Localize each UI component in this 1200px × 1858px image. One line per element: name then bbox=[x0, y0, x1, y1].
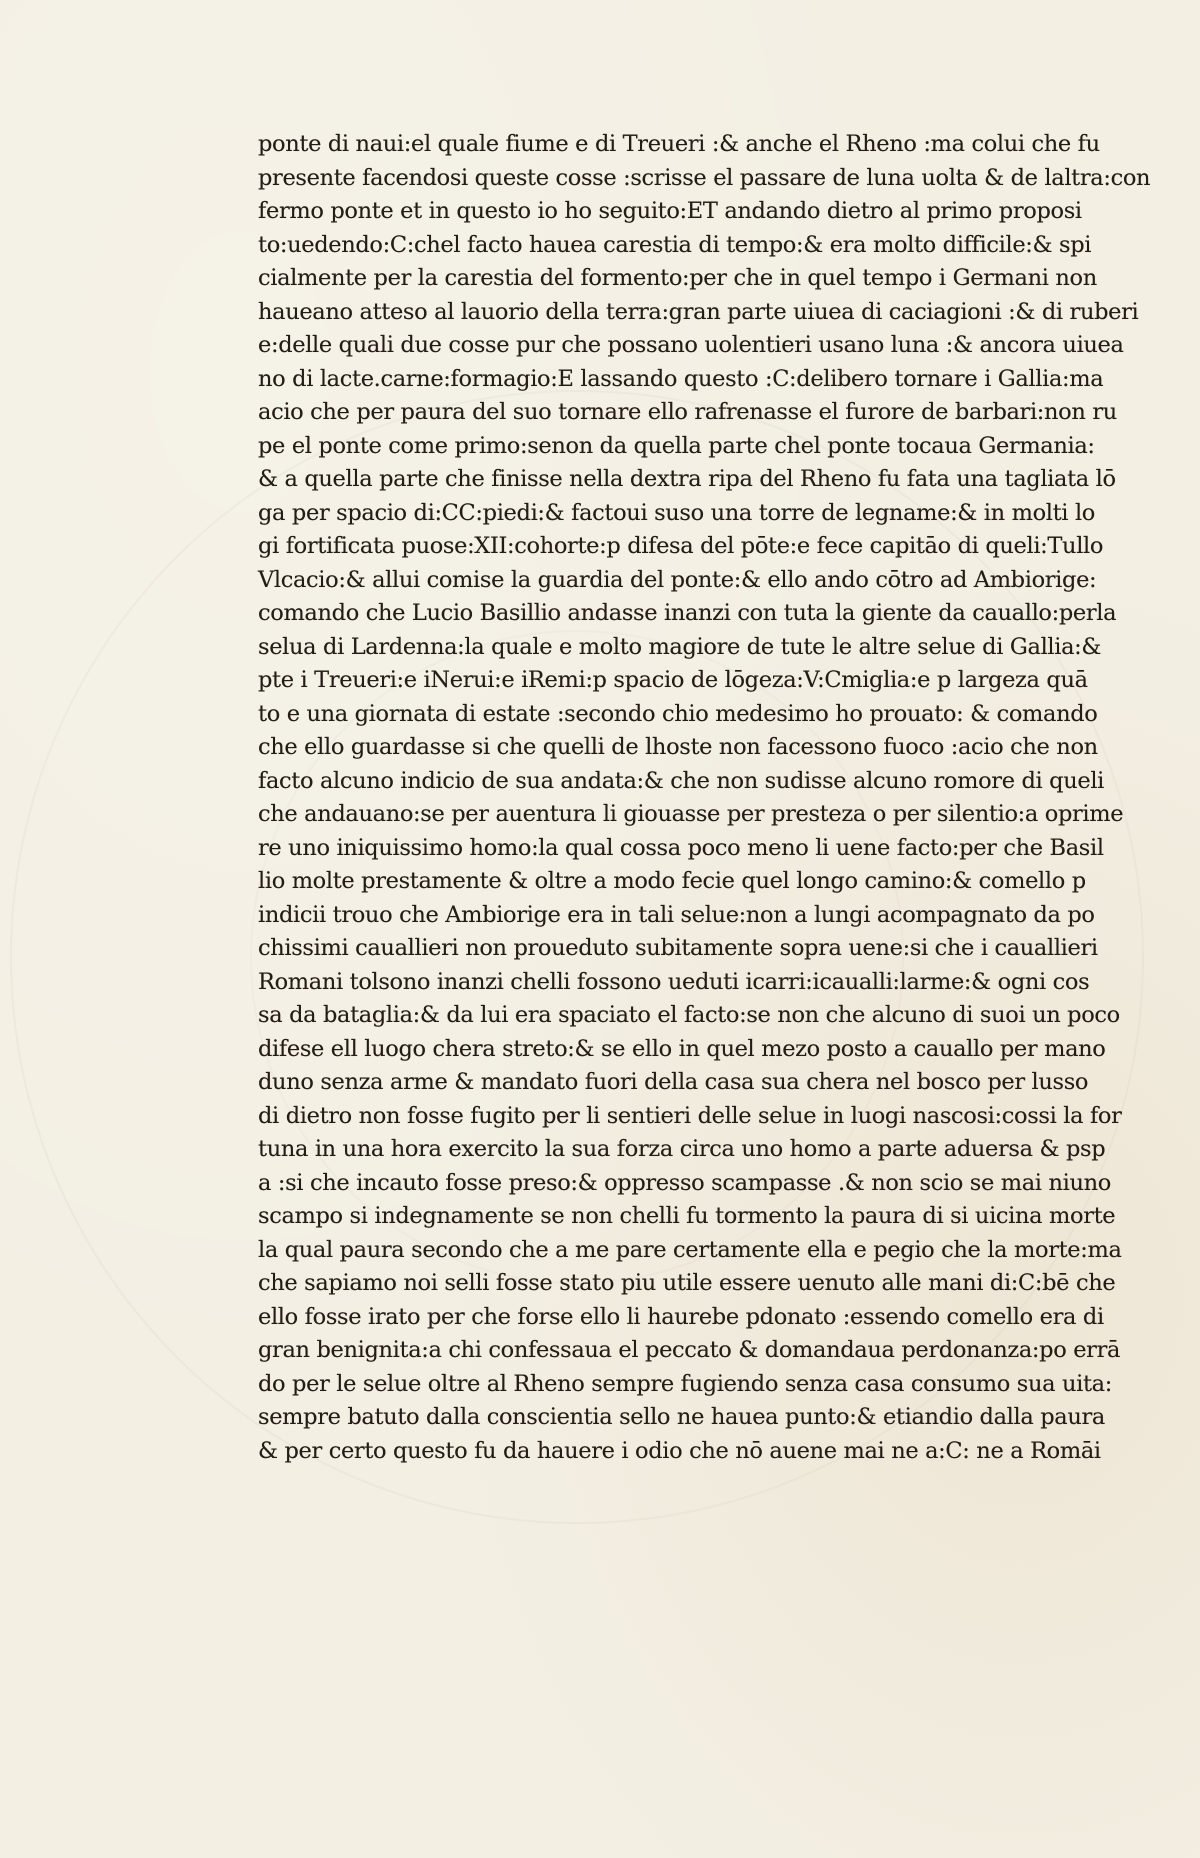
text-line: di dietro non fosse fugito per li sentieri delle selue in luogi nascosi:cossi la for bbox=[258, 1102, 1122, 1129]
text-line: pte i Treueri:e iNerui:e iRemi:p spacio de lōgeza:V:Cmiglia:e p largeza quā bbox=[258, 667, 1088, 693]
text-line: to e una giornata di estate :secondo chio medesimo ho prouato: & comando bbox=[258, 700, 1098, 727]
text-line: che ello guardasse si che quelli de lhoste non facessono fuoco :acio che non bbox=[258, 734, 1098, 760]
text-line: tuna in una hora exercito la sua forza circa uno homo a parte aduersa & psp bbox=[258, 1136, 1106, 1162]
text-line: la qual paura secondo che a me pare certamente ella e pegio che la morte:ma bbox=[258, 1236, 1122, 1263]
text-line: scampo si indegnamente se non chelli fu tormento la paura di si uicina morte bbox=[258, 1203, 1116, 1229]
text-line: fermo ponte et in questo io ho seguito:ET andando dietro al primo proposi bbox=[258, 198, 1082, 224]
text-line: ello fosse irato per che forse ello li haurebe pdonato :essendo comello era di bbox=[258, 1303, 1104, 1330]
text-line: Romani tolsono inanzi chelli fossono ueduti icarri:icaualli:larme:& ogni cos bbox=[258, 968, 1090, 995]
text-line: chissimi cauallieri non proueduto subitamente sopra uene:si che i cauallieri bbox=[258, 935, 1098, 961]
text-line: indicii trouo che Ambiorige era in tali selue:non a lungi acompagnato da po bbox=[258, 901, 1095, 928]
text-line: ga per spacio di:CC:piedi:& factoui suso una torre de legname:& in molti lo bbox=[258, 499, 1095, 526]
text-line: to:uedendo:C:chel facto hauea carestia di tempo:& era molto difficile:& spi bbox=[258, 231, 1092, 258]
text-line: pe el ponte come primo:senon da quella parte chel ponte tocaua Germania: bbox=[258, 432, 1095, 459]
text-line: sempre batuto dalla conscientia sello ne hauea punto:& etiandio dalla paura bbox=[258, 1404, 1105, 1430]
text-line: no di lacte.carne:formagio:E lassando questo :C:delibero tornare i Gallia:ma bbox=[258, 365, 1104, 392]
text-line: acio che per paura del suo tornare ello rafrenasse el furore de barbari:non ru bbox=[258, 399, 1117, 425]
text-line: ponte di naui:el quale fiume e di Treueri :& anche el Rheno :ma colui che fu bbox=[258, 131, 1100, 157]
text-line: a :si che incauto fosse preso:& oppresso scampasse .& non scio se mai niuno bbox=[258, 1169, 1111, 1196]
text-line: Vlcacio:& allui comise la guardia del ponte:& ello ando cōtro ad Ambiorige: bbox=[258, 566, 1097, 593]
text-line: & per certo questo fu da hauere i odio che nō auene mai ne a:C: ne a Romāi bbox=[258, 1437, 1101, 1464]
text-line: re uno iniquissimo homo:la qual cossa poco meno li uene facto:per che Basil bbox=[258, 834, 1104, 861]
text-line: che andauano:se per auentura li giouasse per presteza o per silentio:a oprime bbox=[258, 801, 1124, 827]
text-line: sa da bataglia:& da lui era spaciato el facto:se non che alcuno di suoi un poco bbox=[258, 1002, 1120, 1028]
text-line: difese ell luogo chera streto:& se ello in quel mezo posto a cauallo per mano bbox=[258, 1035, 1106, 1062]
text-line: facto alcuno indicio de sua andata:& che non sudisse alcuno romore di queli bbox=[258, 767, 1105, 794]
printed-text-block bbox=[258, 128, 1151, 1468]
text-line: e:delle quali due cosse pur che possano uolentieri usano luna :& ancora uiuea bbox=[258, 332, 1124, 358]
text-line: haueano atteso al lauorio della terra:gran parte uiuea di caciagioni :& di ruberi bbox=[258, 298, 1139, 325]
text-line: gran benignita:a chi confessaua el peccato & domandaua perdonanza:po errā bbox=[258, 1337, 1121, 1363]
text-line: do per le selue oltre al Rheno sempre fugiendo senza casa consumo sua uita: bbox=[258, 1370, 1112, 1397]
text-line: & a quella parte che finisse nella dextra ripa del Rheno fu fata una tagliata lō bbox=[258, 466, 1116, 492]
text-line: selua di Lardenna:la quale e molto magiore de tute le altre selue di Gallia:& bbox=[258, 633, 1102, 660]
text-line: comando che Lucio Basillio andasse inanzi con tuta la giente da cauallo:perla bbox=[258, 600, 1117, 626]
text-line: cialmente per la carestia del formento:per che in quel tempo i Germani non bbox=[258, 265, 1097, 291]
text-line: gi fortificata puose:XII:cohorte:p difesa del pōte:e fece capitāo di queli:Tullo bbox=[258, 533, 1104, 559]
text-line: che sapiamo noi selli fosse stato piu utile essere uenuto alle mani di:C:bē che bbox=[258, 1270, 1116, 1296]
text-line: duno senza arme & mandato fuori della casa sua chera nel bosco per lusso bbox=[258, 1069, 1089, 1095]
text-line: presente facendosi queste cosse :scrisse el passare de luna uolta & de laltra:con bbox=[258, 164, 1151, 191]
text-line: lio molte prestamente & oltre a modo fecie quel longo camino:& comello p bbox=[258, 868, 1086, 894]
